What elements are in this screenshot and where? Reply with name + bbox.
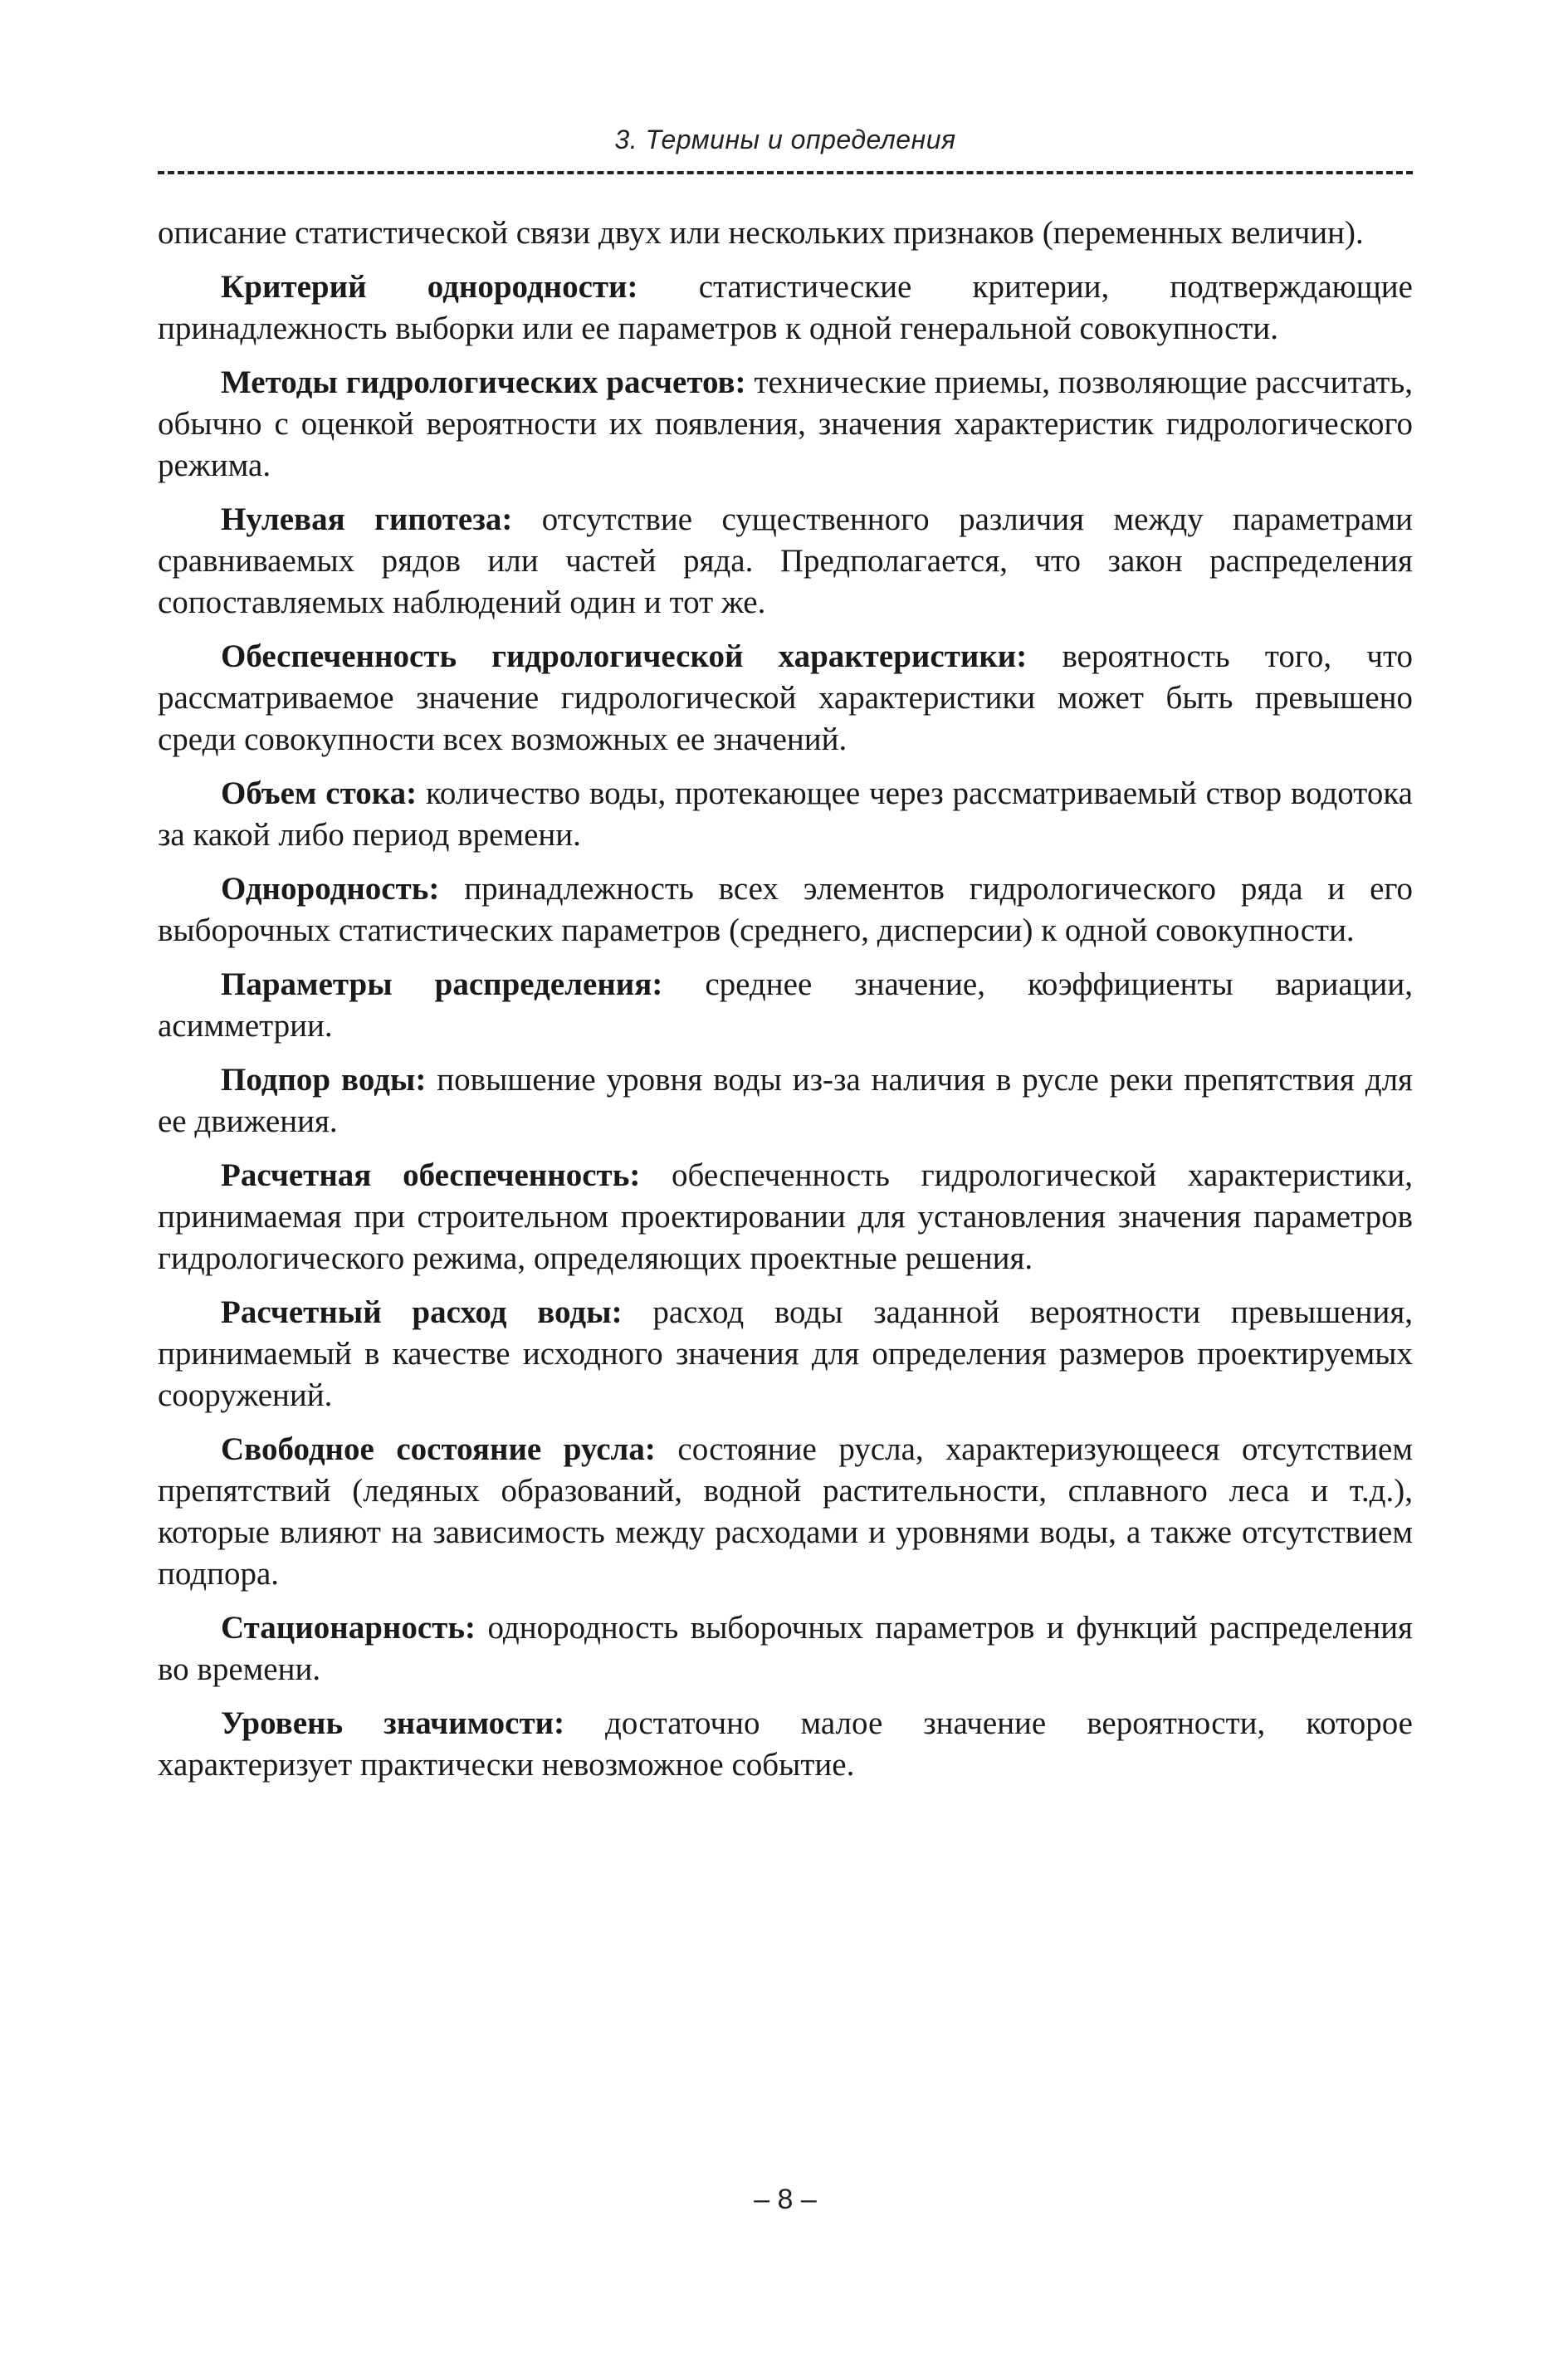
- term: Однородность:: [221, 871, 440, 907]
- definition: вероятность того, что рассматриваемое значение гидрологической характеристики может быть превышено среди совокупности всех возможных ее значений.: [158, 638, 1414, 757]
- page-content: [158, 213, 1413, 1798]
- definition: достаточно малое значение вероятности, которое характеризует практически невозможное событие.: [158, 1705, 1413, 1783]
- term: Уровень значимости:: [221, 1705, 565, 1741]
- term: Свободное состояние русла:: [221, 1431, 656, 1467]
- definition: статистические критерии, подтверждающие принадлежность выборки или ее параметров к одной генеральной совокупности.: [158, 269, 1413, 346]
- term: Критерий однородности:: [221, 269, 638, 305]
- definition: отсутствие существенного различия между параметрами сравниваемых рядов или частей ряда. Предполагается, что закон распределения сопоставляемых наблюдений один и тот же.: [158, 501, 1414, 620]
- definition: повышение уровня воды из-за наличия в русле реки препятствия для ее движения.: [158, 1062, 1413, 1139]
- entry-stationarity: [158, 1607, 1413, 1690]
- definition: расход воды заданной вероятности превышения, принимаемый в качестве исходного значения для определения размеров проектируемых сооружений.: [158, 1294, 1414, 1413]
- entry-null-hypothesis: [158, 499, 1413, 624]
- term: Обеспеченность гидрологической характеристики:: [221, 638, 1028, 674]
- entry-backwater: [158, 1059, 1413, 1142]
- entry-homogeneity-criterion: [158, 267, 1413, 350]
- entry-design-exceedance: [158, 1155, 1413, 1279]
- entry-exceedance-probability: [158, 636, 1413, 761]
- term: Методы гидрологических расчетов:: [221, 364, 746, 400]
- term: Стационарность:: [221, 1610, 476, 1646]
- definition: однородность выборочных параметров и функций распределения во времени.: [158, 1610, 1413, 1687]
- definition: состояние русла, характеризующееся отсутствием препятствий (ледяных образований, водной растительности, сплавного леса и т.д.), которые влияют на зависимость между расходами и уровнями воды, а также отсутствием подпора.: [158, 1431, 1413, 1592]
- term: Расчетный расход воды:: [221, 1294, 623, 1330]
- term: Параметры распределения:: [221, 966, 663, 1002]
- term: Объем стока:: [221, 775, 418, 811]
- term: Подпор воды:: [221, 1062, 427, 1098]
- entry-free-channel-state: [158, 1429, 1413, 1595]
- definition: количество воды, протекающее через рассматриваемый створ водотока за какой либо период времени.: [158, 775, 1413, 853]
- page-number: – 8 –: [754, 2184, 817, 2215]
- entry-significance-level: [158, 1703, 1413, 1786]
- header-dashed-rule: [158, 171, 1413, 174]
- running-header: 3. Термины и определения: [614, 125, 956, 154]
- continuation-paragraph: описание статистической связи двух или нескольких признаков (переменных величин).: [158, 215, 1364, 251]
- definition: технические приемы, позволяющие рассчитать, обычно с оценкой вероятности их появления, значения характеристик гидрологического режима.: [158, 364, 1414, 483]
- entry-homogeneity: [158, 868, 1413, 951]
- term: Расчетная обеспеченность:: [221, 1157, 641, 1193]
- entry-design-discharge: [158, 1292, 1413, 1416]
- entry-hydrological-methods: [158, 362, 1413, 487]
- entry-distribution-parameters: [158, 964, 1413, 1047]
- entry-runoff-volume: [158, 773, 1413, 856]
- definition: среднее значение, коэффициенты вариации, асимметрии.: [158, 966, 1413, 1044]
- definition: обеспеченность гидрологической характеристики, принимаемая при строительном проектировании для установления значения параметров гидрологического режима, определяющих проектные решения.: [158, 1157, 1413, 1276]
- definition: принадлежность всех элементов гидрологического ряда и его выборочных статистических параметров (среднего, дисперсии) к одной совокупности.: [158, 871, 1413, 948]
- term: Нулевая гипотеза:: [221, 501, 513, 537]
